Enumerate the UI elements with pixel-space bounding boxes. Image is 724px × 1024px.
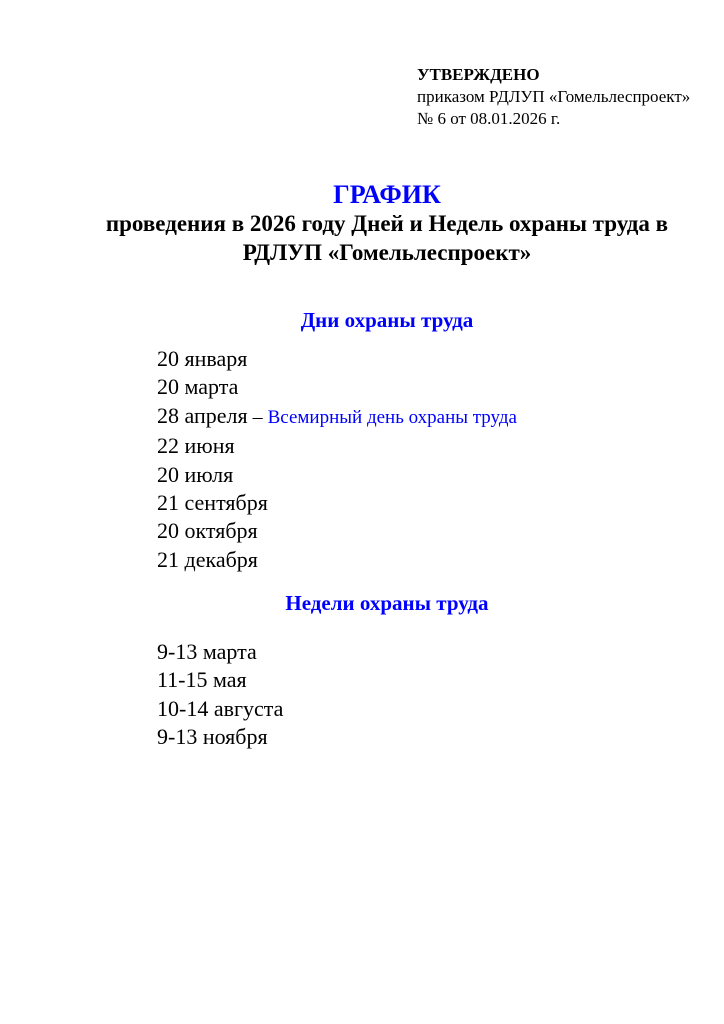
list-item: 11-15 мая	[157, 667, 247, 693]
approval-order-line: приказом РДЛУП «Гомельлеспроект»	[417, 87, 691, 106]
list-item: 20 октября	[157, 518, 258, 544]
list-item: 9-13 марта	[157, 639, 257, 664]
days-list	[157, 345, 517, 574]
list-item: 9-13 ноября	[157, 724, 268, 750]
title-subtitle-line-2: РДЛУП «Гомельлеспроект»	[242, 240, 532, 265]
list-item	[157, 402, 517, 432]
list-item: 21 декабря	[157, 546, 258, 572]
list-item: 20 июля	[157, 461, 234, 487]
approval-number-line: № 6 от 08.01.2026 г.	[417, 109, 561, 128]
list-item-date: 28 апреля	[157, 402, 248, 428]
list-item-separator: –	[247, 405, 268, 428]
document-title	[90, 180, 684, 267]
list-item: 22 июня	[157, 433, 235, 459]
list-item-note: Всемирный день охраны труда	[267, 406, 517, 428]
title-heading: ГРАФИК	[333, 180, 441, 209]
approval-block	[417, 64, 690, 130]
weeks-list	[157, 638, 283, 752]
list-item: 20 марта	[157, 374, 239, 400]
list-item: 20 января	[157, 346, 248, 371]
list-item: 10-14 августа	[157, 695, 284, 721]
approval-stamp: УТВЕРЖДЕНО	[417, 65, 540, 84]
title-subtitle-line-1: проведения в 2026 году Дней и Недель охраны труда в	[105, 211, 669, 236]
list-item: 21 сентября	[157, 490, 268, 516]
section-heading-weeks: Недели охраны труда	[285, 591, 489, 615]
section-heading-days: Дни охраны труда	[300, 308, 474, 332]
